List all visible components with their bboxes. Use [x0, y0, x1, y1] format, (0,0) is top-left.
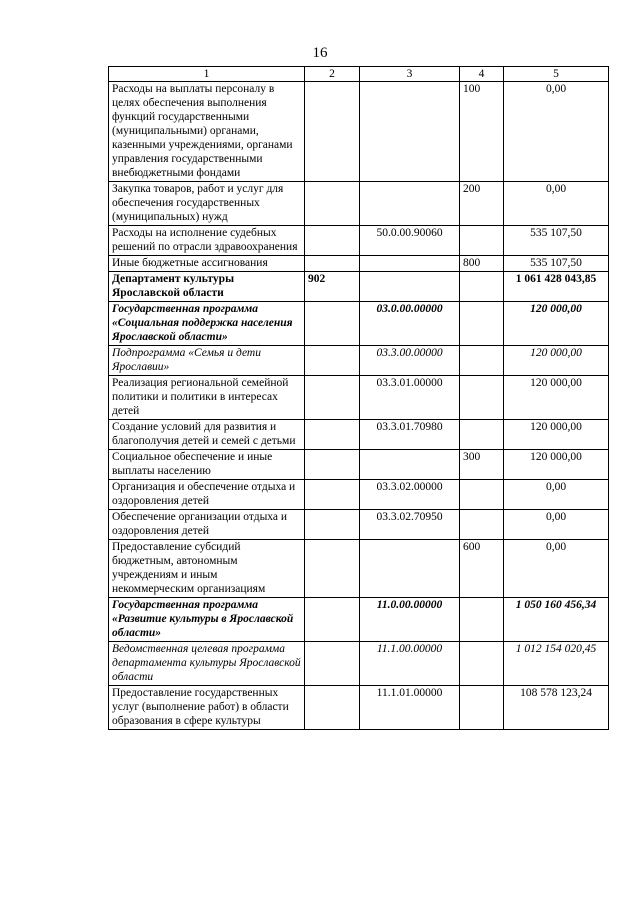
- cell-dept: [305, 642, 360, 686]
- cell-kvr: [460, 376, 504, 420]
- cell-code: 03.3.01.70980: [360, 420, 460, 450]
- cell-kvr: [460, 420, 504, 450]
- cell-name: Подпрограмма «Семья и дети Ярославии»: [109, 346, 305, 376]
- table-row: [109, 686, 609, 730]
- cell-code: 03.3.01.00000: [360, 376, 460, 420]
- cell-dept: [305, 540, 360, 598]
- cell-name: Обеспечение организации отдыха и оздоровления детей: [109, 510, 305, 540]
- cell-dept: [305, 686, 360, 730]
- cell-dept: 902: [305, 272, 360, 302]
- cell-dept: [305, 302, 360, 346]
- cell-dept: [305, 376, 360, 420]
- cell-sum: 1 061 428 043,85: [504, 272, 609, 302]
- cell-kvr: [460, 686, 504, 730]
- cell-dept: [305, 182, 360, 226]
- cell-code: 50.0.00.90060: [360, 226, 460, 256]
- table-row: [109, 346, 609, 376]
- table-row: [109, 226, 609, 256]
- cell-name: Ведомственная целевая программа департамента культуры Ярославской области: [109, 642, 305, 686]
- cell-code: 11.0.00.00000: [360, 598, 460, 642]
- cell-name: Государственная программа «Социальная поддержка населения Ярославской области»: [109, 302, 305, 346]
- cell-sum: 0,00: [504, 510, 609, 540]
- cell-code: 03.3.02.70950: [360, 510, 460, 540]
- cell-dept: [305, 346, 360, 376]
- cell-code: 03.3.02.00000: [360, 480, 460, 510]
- cell-code: [360, 272, 460, 302]
- cell-dept: [305, 480, 360, 510]
- cell-sum: 0,00: [504, 82, 609, 182]
- cell-sum: 535 107,50: [504, 226, 609, 256]
- table-row: [109, 302, 609, 346]
- table-row: [109, 82, 609, 182]
- cell-name: Предоставление субсидий бюджетным, автономным учреждениям и иным некоммерческим организациям: [109, 540, 305, 598]
- cell-name: Создание условий для развития и благополучия детей и семей с детьми: [109, 420, 305, 450]
- column-header-dept: 2: [305, 67, 360, 82]
- page-number: 16: [312, 45, 328, 61]
- table-row: [109, 598, 609, 642]
- table-row: [109, 376, 609, 420]
- cell-dept: [305, 226, 360, 256]
- cell-code: [360, 450, 460, 480]
- cell-code: 03.3.00.00000: [360, 346, 460, 376]
- cell-dept: [305, 598, 360, 642]
- budget-table: [108, 66, 609, 730]
- cell-code: 11.1.00.00000: [360, 642, 460, 686]
- cell-name: Социальное обеспечение и иные выплаты населению: [109, 450, 305, 480]
- cell-code: [360, 82, 460, 182]
- table-row: [109, 420, 609, 450]
- cell-name: Организация и обеспечение отдыха и оздоровления детей: [109, 480, 305, 510]
- cell-dept: [305, 510, 360, 540]
- cell-sum: 535 107,50: [504, 256, 609, 272]
- cell-sum: 120 000,00: [504, 346, 609, 376]
- cell-kvr: 800: [460, 256, 504, 272]
- cell-kvr: [460, 598, 504, 642]
- cell-sum: 120 000,00: [504, 420, 609, 450]
- cell-dept: [305, 82, 360, 182]
- table-row: [109, 182, 609, 226]
- cell-sum: 0,00: [504, 540, 609, 598]
- cell-code: [360, 256, 460, 272]
- cell-name: Реализация региональной семейной политики и политики в интересах детей: [109, 376, 305, 420]
- cell-kvr: 600: [460, 540, 504, 598]
- column-header-sum: 5: [504, 67, 609, 82]
- cell-sum: 120 000,00: [504, 302, 609, 346]
- cell-code: 03.0.00.00000: [360, 302, 460, 346]
- cell-kvr: [460, 346, 504, 376]
- cell-sum: 1 012 154 020,45: [504, 642, 609, 686]
- cell-dept: [305, 450, 360, 480]
- cell-sum: 1 050 160 456,34: [504, 598, 609, 642]
- table-header-row: [109, 67, 609, 82]
- cell-dept: [305, 256, 360, 272]
- cell-sum: 0,00: [504, 182, 609, 226]
- cell-kvr: [460, 642, 504, 686]
- cell-kvr: [460, 226, 504, 256]
- cell-kvr: 300: [460, 450, 504, 480]
- table-body: [109, 82, 609, 730]
- table-row: [109, 256, 609, 272]
- cell-name: Закупка товаров, работ и услуг для обеспечения государственных (муниципальных) нужд: [109, 182, 305, 226]
- cell-kvr: [460, 480, 504, 510]
- cell-name: Предоставление государственных услуг (выполнение работ) в области образования в сфере культуры: [109, 686, 305, 730]
- cell-dept: [305, 420, 360, 450]
- table-row: [109, 510, 609, 540]
- column-header-name: 1: [109, 67, 305, 82]
- table-row: [109, 480, 609, 510]
- cell-kvr: 200: [460, 182, 504, 226]
- cell-sum: 120 000,00: [504, 376, 609, 420]
- cell-kvr: 100: [460, 82, 504, 182]
- cell-name: Расходы на выплаты персоналу в целях обеспечения выполнения функций государственными (муниципальными) органами, казенными учреждениями, органами управления государственными внебюджетными фондами: [109, 82, 305, 182]
- column-header-kvr: 4: [460, 67, 504, 82]
- cell-sum: 0,00: [504, 480, 609, 510]
- cell-kvr: [460, 272, 504, 302]
- cell-sum: 108 578 123,24: [504, 686, 609, 730]
- table-row: [109, 540, 609, 598]
- cell-name: Департамент культуры Ярославской области: [109, 272, 305, 302]
- cell-code: [360, 540, 460, 598]
- cell-kvr: [460, 302, 504, 346]
- table-row: [109, 272, 609, 302]
- cell-name: Расходы на исполнение судебных решений по отрасли здравоохранения: [109, 226, 305, 256]
- column-header-code: 3: [360, 67, 460, 82]
- cell-code: [360, 182, 460, 226]
- cell-name: Иные бюджетные ассигнования: [109, 256, 305, 272]
- cell-name: Государственная программа «Развитие культуры в Ярославской области»: [109, 598, 305, 642]
- table-row: [109, 450, 609, 480]
- cell-sum: 120 000,00: [504, 450, 609, 480]
- table-row: [109, 642, 609, 686]
- cell-kvr: [460, 510, 504, 540]
- cell-code: 11.1.01.00000: [360, 686, 460, 730]
